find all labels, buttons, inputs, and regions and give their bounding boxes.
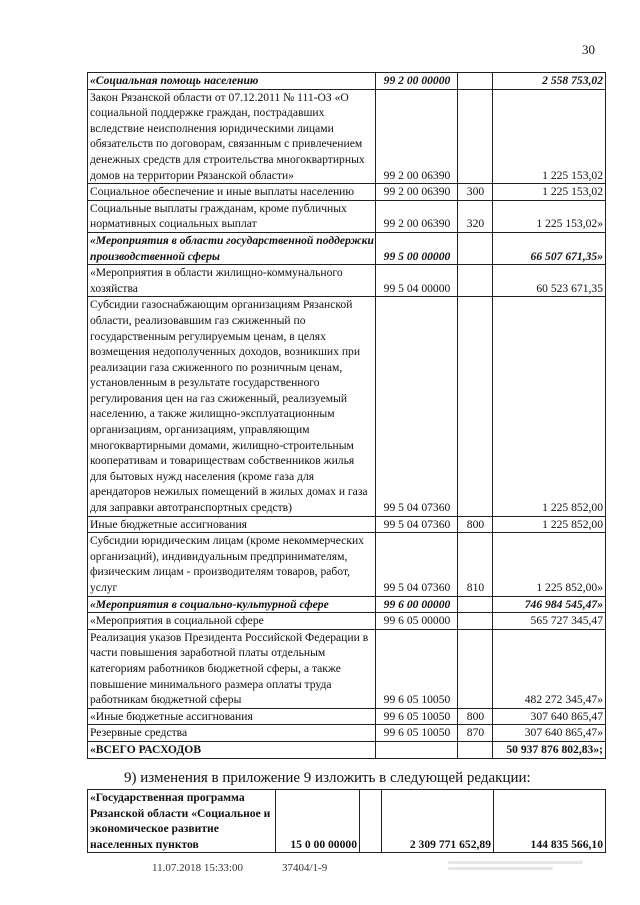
row-amount-cell: 482 272 345,47»: [493, 629, 606, 708]
row-code-cell: 99 2 00 06390: [376, 200, 458, 232]
program-amount-2-cell: 144 835 566,10: [494, 790, 606, 853]
table-row: [88, 708, 606, 725]
row-type-cell: 870: [458, 725, 493, 742]
row-amount-cell: 307 640 865,47: [493, 708, 606, 725]
row-name-cell: Субсидии юридическим лицам (кроме некоммерческих организаций), индивидуальным предпринимателям, физическим лицам - производителям товаров, работ, услуг: [88, 533, 376, 596]
row-name-cell: Иные бюджетные ассигнования: [88, 516, 376, 533]
table-row: [88, 613, 606, 630]
row-amount-cell: 1 225 153,02: [493, 184, 606, 201]
row-name-cell: Социальное обеспечение и иные выплаты населению: [88, 184, 376, 201]
row-amount-cell: 565 727 345,47: [493, 613, 606, 630]
table-row: [88, 596, 606, 613]
page-number: 30: [582, 42, 595, 57]
row-type-cell: [458, 297, 493, 516]
row-amount-cell: 66 507 671,35»: [493, 232, 606, 264]
row-amount-cell: 1 225 153,02: [493, 89, 606, 184]
row-code-cell: 99 6 00 00000: [376, 596, 458, 613]
program-amount-1-cell: 2 309 771 652,89: [382, 790, 494, 853]
row-name-cell: «Мероприятия в области жилищно-коммунального хозяйства: [88, 265, 376, 297]
row-code-cell: 99 6 05 10050: [376, 629, 458, 708]
program-code-cell: 15 0 00 00000: [276, 790, 360, 853]
table-row: [88, 790, 606, 853]
table-row: [88, 725, 606, 742]
row-amount-cell: 1 225 852,00: [493, 297, 606, 516]
row-amount-cell: 1 225 852,00: [493, 516, 606, 533]
row-type-cell: 300: [458, 184, 493, 201]
row-code-cell: 99 5 04 07360: [376, 297, 458, 516]
row-code-cell: 99 6 05 10050: [376, 725, 458, 742]
row-type-cell: [458, 265, 493, 297]
table-row: [88, 297, 606, 516]
row-name-cell: «Иные бюджетные ассигнования: [88, 708, 376, 725]
table-row: [88, 629, 606, 708]
row-name-cell: Субсидии газоснабжающим организациям Рязанской области, реализовавшим газ сжиженный по государственным регулируемым ценам, в целях возмещения недополученных доходов, возникших при реализации газа сжиженного по розничным ценам, установленным в результате государственного регулирования цен на газ сжиженный, реализуемый населению, а также жилищно-эксплуатационным организациям, организациям, управляющим многоквартирными домами, жилищно-строительным кооперативам и товариществам собственников жилья для бытовых нужд населения (кроме газа для арендаторов нежилых помещений в жилых домах и газа для заправки автотранспортных средств): [88, 297, 376, 516]
row-code-cell: 99 5 00 00000: [376, 232, 458, 264]
table-row: [88, 265, 606, 297]
row-type-cell: [458, 73, 493, 90]
row-type-cell: [458, 629, 493, 708]
table-row: [88, 533, 606, 596]
table-row: [88, 73, 606, 90]
program-name-cell: «Государственная программа Рязанской области «Социальное и экономическое развитие населенных пунктов: [88, 790, 276, 853]
row-type-cell: [458, 89, 493, 184]
faint-stamp-marks: [448, 858, 598, 878]
row-code-cell: 99 6 05 10050: [376, 708, 458, 725]
row-name-cell: «Мероприятия в социальной сфере: [88, 613, 376, 630]
table-row: [88, 232, 606, 264]
budget-table: [87, 72, 606, 759]
table-row: [88, 184, 606, 201]
row-code-cell: 99 5 04 07360: [376, 533, 458, 596]
row-amount-cell: 2 558 753,02: [493, 73, 606, 90]
table-row: [88, 741, 606, 758]
row-name-cell: «Мероприятия в социально-культурной сфере: [88, 596, 376, 613]
row-name-cell: Социальные выплаты гражданам, кроме публичных нормативных социальных выплат: [88, 200, 376, 232]
row-name-cell: «ВСЕГО РАСХОДОВ: [88, 741, 376, 758]
row-code-cell: 99 6 05 00000: [376, 613, 458, 630]
row-code-cell: 99 5 04 00000: [376, 265, 458, 297]
row-type-cell: [458, 232, 493, 264]
row-type-cell: [458, 596, 493, 613]
row-amount-cell: 1 225 852,00»: [493, 533, 606, 596]
row-type-cell: 800: [458, 516, 493, 533]
row-code-cell: 99 5 04 07360: [376, 516, 458, 533]
row-type-cell: 320: [458, 200, 493, 232]
table-row: [88, 516, 606, 533]
amendment-instruction: 9) изменения в приложение 9 изложить в следующей редакции:: [124, 770, 531, 786]
row-type-cell: [458, 741, 493, 758]
row-amount-cell: 1 225 153,02»: [493, 200, 606, 232]
row-code-cell: 99 2 00 00000: [376, 73, 458, 90]
row-amount-cell: 50 937 876 802,83»;: [493, 741, 606, 758]
table-row: [88, 89, 606, 184]
row-name-cell: Резервные средства: [88, 725, 376, 742]
row-name-cell: «Мероприятия в области государственной поддержки производственной сферы: [88, 232, 376, 264]
row-name-cell: Закон Рязанской области от 07.12.2011 № 111-ОЗ «О социальной поддержке граждан, пострадавших вследствие неисполнения юридическими лицами обязательств по договорам, связанным с привлечением денежных средств для строительства многоквартирных домов на территории Рязанской области»: [88, 89, 376, 184]
row-type-cell: 800: [458, 708, 493, 725]
program-table: [87, 789, 606, 853]
row-type-cell: 810: [458, 533, 493, 596]
row-amount-cell: 60 523 671,35: [493, 265, 606, 297]
footer-document-id: 37404/1-9: [282, 862, 328, 874]
row-code-cell: 99 2 00 06390: [376, 184, 458, 201]
footer-timestamp: 11.07.2018 15:33:00: [152, 862, 243, 874]
row-amount-cell: 746 984 545,47»: [493, 596, 606, 613]
row-name-cell: Реализация указов Президента Российской Федерации в части повышения заработной платы отдельным категориям работников бюджетной сферы, а также повышение минимального размера оплаты труда работникам бюджетной сферы: [88, 629, 376, 708]
program-blank-cell: [360, 790, 382, 853]
table-row: [88, 200, 606, 232]
row-code-cell: 99 2 00 06390: [376, 89, 458, 184]
row-type-cell: [458, 613, 493, 630]
row-amount-cell: 307 640 865,47»: [493, 725, 606, 742]
row-code-cell: [376, 741, 458, 758]
row-name-cell: «Социальная помощь населению: [88, 73, 376, 90]
